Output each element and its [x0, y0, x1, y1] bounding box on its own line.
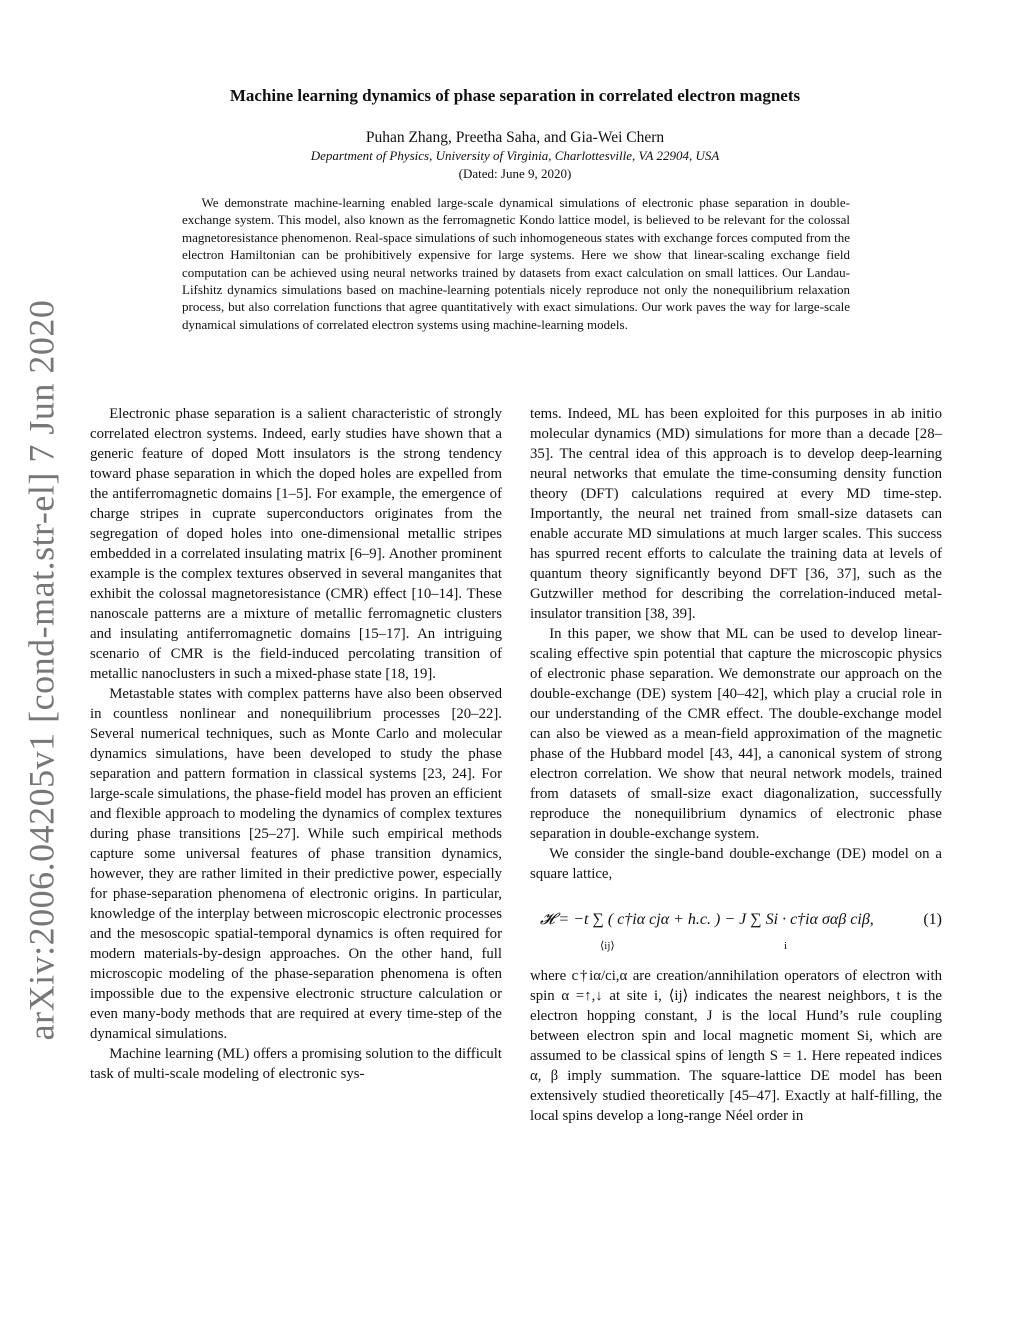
paper-title: Machine learning dynamics of phase separation in correlated electron magnets [229, 86, 801, 105]
abstract: We demonstrate machine-learning enabled large-scale dynamical simulations of electronic phase separation in double-exchange system. This model, also known as the ferromagnetic Kondo lattice model, is believed to be relevant for the colossal magnetoresistance phenomenon. Real-space simulations of such inhomogeneous states with exchange forces computed from the electron Hamiltonian can be prohibitively expensive for large systems. Here we show that linear-scaling exchange field computation can be achieved using neural networks trained by datasets from exact calculation on small lattices. Our Landau-Lifshitz dynamics simulations based on machine-learning potentials nicely reproduce not only the nonequilibrium relaxation process, but also correlation functions that agree quantitatively with exact simulations. Our work paves the way for large-scale dynamical simulations of correlated electron systems using machine-learning models. [182, 195, 850, 332]
arxiv-identifier: arXiv:2006.04205v1 [cond-mat.str-el] 7 Jun 2020 [21, 299, 61, 1041]
paragraph: Machine learning (ML) offers a promising solution to the difficult task of multi-scale modeling of electronic sys- [90, 1046, 502, 1082]
arxiv-sidebar [10, 300, 72, 1040]
affiliation: Department of Physics, University of Virginia, Charlottesville, VA 22904, USA [310, 148, 720, 163]
paragraph: where c†iα/ci,α are creation/annihilation operators of electron with spin α =↑,↓ at site i, ⟨ij⟩ indicates the nearest neighbors, t is the electron hopping constant, J is the local Hund’s rule coupling between electron spin and local magnetic moment Si, which are assumed to be classical spins of length S = 1. Here repeated indices α, β imply summation. The square-lattice DE model has been extensively studied theoretically [45–47]. Exactly at half-filling, the local spins develop a long-range Néel order in [530, 968, 942, 1124]
paragraph: tems. Indeed, ML has been exploited for this purposes in ab initio molecular dynamics (MD) simulations for more than a decade [28–35]. The central idea of this approach is to develop deep-learning neural networks that emulate the time-consuming density function theory (DFT) calculations required at every MD time-step. Importantly, the neural net trained from small-size datasets can enable accurate MD simulations at much larger scales. This success has spurred recent efforts to calculate the training data at levels of quantum theory significantly beyond DFT [36, 37], such as the Gutzwiller method for describing the correlation-induced metal-insulator transition [38, 39]. [530, 406, 942, 622]
equation-subscript-i: i [784, 940, 788, 952]
equation-1 [530, 902, 942, 952]
right-column [530, 404, 942, 1126]
left-column [90, 404, 502, 1084]
author-list: Puhan Zhang, Preetha Saha, and Gia-Wei Chern [365, 129, 665, 146]
paragraph: Electronic phase separation is a salient characteristic of strongly correlated electron systems. Indeed, early studies have shown that a generic feature of doped Mott insulators is the strong tendency toward phase separation in which the doped holes are expelled from the antiferromagnetic domains [1–5]. For example, the emergence of charge stripes in cuprate superconductors originates from the segregation of doped holes into one-dimensional metallic stripes embedded in a correlated insulating matrix [6–9]. Another prominent example is the complex textures observed in several manganites that exhibit the colossal magnetoresistance (CMR) effect [10–14]. These nanoscale patterns are a mixture of metallic ferromagnetic clusters and insulating antiferromagnetic domains [15–17]. An intriguing scenario of CMR is the field-induced percolating transition of metallic nanoclusters in such a mixed-phase state [18, 19]. [90, 406, 502, 682]
equation-subscript-ij: ⟨ij⟩ [600, 940, 615, 952]
equation-number: (1) [923, 911, 942, 928]
paragraph: We consider the single-band double-exchange (DE) model on a square lattice, [530, 846, 942, 882]
paragraph: Metastable states with complex patterns have also been observed in countless nonlinear and nonequilibrium processes [20–22]. Several numerical techniques, such as Monte Carlo and molecular dynamics simulations, have been developed to study the phase separation and pattern formation in classical systems [23, 24]. For large-scale simulations, the phase-field model has proven an efficient and flexible approach to modeling the dynamics of complex textures during phase transitions [25–27]. While such empirical methods capture some universal features of phase transition dynamics, however, they are rather limited in their predictive power, especially for phase-separation phenomena of electronic origins. In particular, knowledge of the interplay between microscopic electronic processes and the mesoscopic spatial-temporal dynamics is often required for modern materials-by-design approaches. On the other hand, full microscopic modeling of the phase-separation phenomena is often impossible due to the expensive electronic structure calculation or even many-body methods that are required at every time-step of the dynamical simulations. [90, 686, 502, 1042]
paragraph: In this paper, we show that ML can be used to develop linear-scaling effective spin potential that capture the microscopic physics of electronic phase separation. We demonstrate our approach on the double-exchange (DE) system [40–42], which play a crucial role in our understanding of the CMR effect. The double-exchange model can also be viewed as a mean-field approximation of the magnetic phase of the Hubbard model [43, 44], a canonical system of strong electron correlation. We show that neural network models, trained from datasets of small-size exact diagonalization, successfully reproduce the nonequilibrium dynamics of electronic phase separation in double-exchange system. [530, 626, 942, 842]
date-line: (Dated: June 9, 2020) [458, 166, 572, 181]
equation-body: 𝓗 = −t ∑ ( c†iα cjα + h.c. ) − J ∑ Si · c†iα σαβ ciβ, [540, 911, 874, 928]
